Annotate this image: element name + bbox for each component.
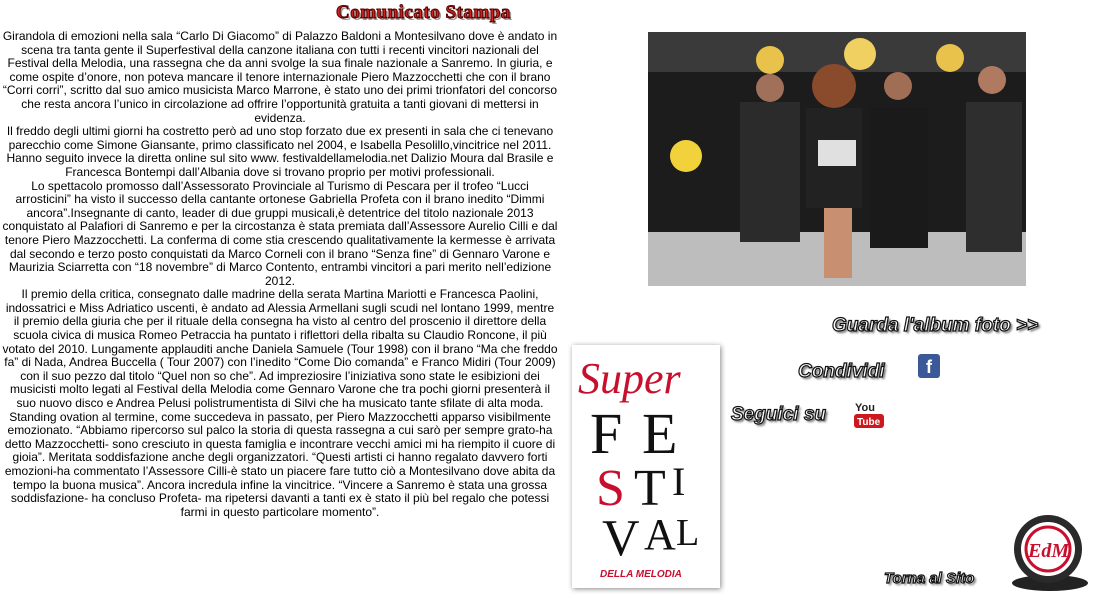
article-paragraph: Girandola di emozioni nella sala “Carlo Di Giacomo” di Palazzo Baldoni a Montesilvano dove è andato in scena tra tanta gente il Superfestival della canzone italiana con tutti i recenti vincitori nazionali del Festival della Melodia, una rassegna che da anni svolge la sua finale nazionale a Sanremo. In giuria, e come ospite d’onore, non poteva mancare il tenore internazionale Piero Mazzocchetti che con il brano “Corri corri”, scritto dal suo amico musicista Marco Marrone, è stato uno dei primi trionfatori del concorso che resta ancora l’unico in circolazione ad offrire l’opportunità gratuita a tanti giovani di mettersi in evidenza. xyxy=(2,29,558,125)
logo-letter: T xyxy=(634,460,666,517)
article-body xyxy=(2,30,558,519)
logo-letter: S xyxy=(596,460,625,517)
page-title: Comunicato Stampa xyxy=(336,2,511,23)
share-label: Condividi xyxy=(798,361,885,382)
logo-letter: A xyxy=(644,510,676,559)
edm-logo[interactable] xyxy=(998,505,1096,597)
logo-letter: E xyxy=(642,401,678,466)
facebook-icon[interactable]: f xyxy=(918,354,940,378)
article-paragraph: Il premio della critica, consegnato dalle madrine della serata Martina Mariotti e Francesca Paolini, indossatrici e Miss Adriatico uscenti, è andato ad Alessia Armellani sugli scudi nel lontano 1999, mentre il premio della giuria che per il rituale della consegna ha visto al centro del proscenio il direttore della scuola civica di musica Romeo Petraccia ha puntato i riflettori della ribalta su Claudio Roncone, il più votato del 2010. Lungamente applauditi anche Daniela Samuele (Tour 1998) con il brano “Ma che freddo fa” di Nada, Andrea Buccella ( Tour 2007) con l’inedito “Come Dio comanda” e Franco Midiri (Tour 2009) con il suo pezzo dal titolo “Quel non so che”. Ad impreziosire l’iniziativa sono state le esibizioni dei musicisti molto legati al Festival della Melodia come Gennaro Varone che tra pochi giorni presenterà il suo nuovo disco e Andrea Pelusi polistrumentista di Silvi che ha musicato tante sfilate di alta moda. Standing ovation al termine, come succedeva in passato, per Piero Mazzocchetti apparso visibilmente emozionato. “Abbiamo ripercorso sul palco la storia di questa rassegna a cui sarò per sempre grato-ha detto Mazzocchetti- sono cresciuto in questa famiglia e incontrare vecchi amici mi ha riempito il cuore di gioia”. Meritata soddisfazione anche degli organizzatori. “Questi artisti ci hanno regalato davvero forti emozioni-ha commentato l’Assessore Cilli-è stato un piacere fare tutto ciò a Montesilvano dove abita da tempo la buona musica”. Ancora incredula infine la vincitrice. “Vincere a Sanremo è stata una grossa soddisfazione- ha concluso Profeta- ma ripetersi davanti a tanti ex è stato il più bel regalo che potessi farmi in questo particolare momento”. xyxy=(2,287,558,519)
event-photo xyxy=(648,32,1026,286)
logo-super-text: Super xyxy=(578,354,681,403)
home-link[interactable]: Torna al Sito xyxy=(884,570,975,587)
article-paragraph: Lo spettacolo promosso dall’Assessorato Provinciale al Turismo di Pescara per il trofeo “Lucci arrosticini” ha visto il successo della cantante ortonese Gabriella Profeta con il brano inedito “Dimmi ancora”.Insegnante di canto, leader di due gruppi musicali,è detentrice del titolo nazionale 2013 conquistato al Palafiori di Sanremo e per la circostanza è stata premiata dall’Assessore Aurelio Cilli e dal tenore Piero Mazzocchetti. La conferma di come stia crescendo qualitativamente la kermesse è arrivata dal secondo e terzo posto conquistati da Marco Corneli con il brano “Senza fine” di Gennaro Varone e Maurizia Sciarretta con “18 novembre” di Marco Contento, entrambi vincitori a pari merito nell’edizione 2012. xyxy=(2,178,558,288)
article-paragraph: Il freddo degli ultimi giorni ha costretto però ad uno stop forzato due ex presenti in sala che ci tenevano parecchio come Simone Giansante, primo classificato nel 2004, e Isabella Pesolillo,vincitrice nel 2011. xyxy=(6,124,554,152)
superfestival-logo xyxy=(572,345,720,588)
logo-letter: F xyxy=(590,401,623,466)
youtube-tube-text: Tube xyxy=(857,417,881,428)
album-link[interactable]: Guarda l'album foto >> xyxy=(832,315,1039,336)
logo-letter: L xyxy=(676,512,700,554)
article-paragraph: Hanno seguito invece la diretta online sul sito www. festivaldellamelodia.net Dalizio Moura dal Brasile e Francesca Bontempi dall’Albania dove si trovano proprio per motivi professionali. xyxy=(6,151,554,179)
logo-letter: V xyxy=(602,510,640,567)
logo-subtitle: DELLA MELODIA xyxy=(600,569,682,580)
logo-letter: I xyxy=(672,459,686,504)
edm-logo-text: EdM xyxy=(1028,540,1070,562)
youtube-icon[interactable] xyxy=(854,400,884,430)
follow-label: Seguici su xyxy=(731,404,827,425)
youtube-you-text: You xyxy=(855,402,875,414)
